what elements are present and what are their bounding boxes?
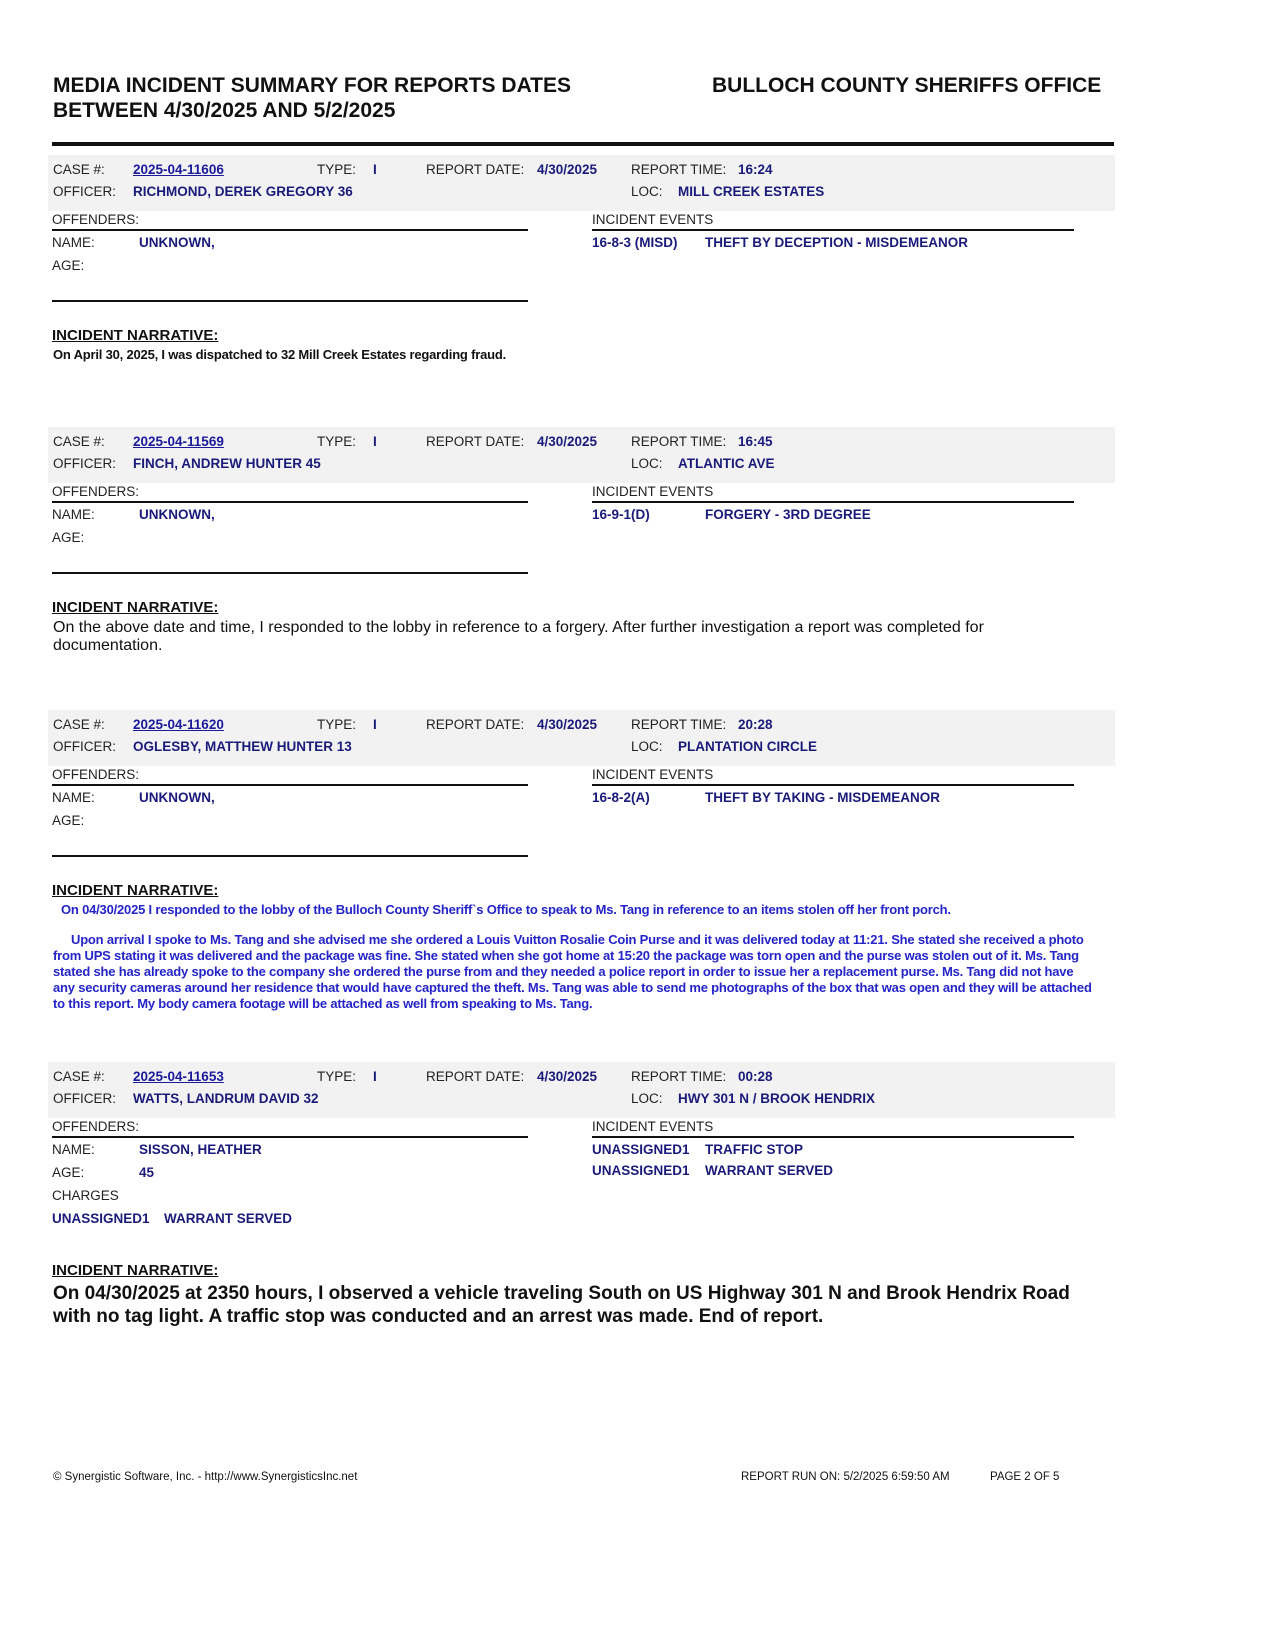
footer-run-on: REPORT RUN ON: 5/2/2025 6:59:50 AM — [741, 1471, 950, 1483]
case-number-link[interactable]: 2025-04-11620 — [133, 717, 224, 732]
loc-label: LOC: — [631, 184, 663, 199]
event-description: THEFT BY DECEPTION - MISDEMEANOR — [705, 235, 969, 250]
narrative-paragraph: On April 30, 2025, I was dispatched to 32 Mill Creek Estates regarding fraud. — [53, 347, 506, 362]
event-code: UNASSIGNED1 — [592, 1163, 690, 1178]
offenders-bottom-rule — [52, 300, 528, 302]
age-label: AGE: — [52, 258, 85, 273]
loc-value: PLANTATION CIRCLE — [678, 739, 817, 754]
report-time-value: 16:45 — [738, 434, 773, 449]
report-date-label: REPORT DATE: — [426, 1069, 525, 1084]
type-value: I — [373, 162, 377, 177]
incident-events-label: INCIDENT EVENTS — [592, 1119, 714, 1134]
incident-events-label: INCIDENT EVENTS — [592, 484, 714, 499]
offenders-bottom-rule — [52, 572, 528, 574]
events-underline — [592, 784, 1074, 786]
offender-name: UNKNOWN, — [139, 790, 215, 805]
offenders-label: OFFENDERS: — [52, 212, 140, 227]
narrative-heading: INCIDENT NARRATIVE: — [52, 882, 219, 899]
event-code: UNASSIGNED1 — [592, 1142, 690, 1157]
case-gap — [0, 669, 1275, 683]
offenders-underline — [52, 1136, 528, 1138]
event-code: 16-8-3 (MISD) — [592, 235, 678, 250]
title-line-1: MEDIA INCIDENT SUMMARY FOR REPORTS DATES — [53, 74, 572, 97]
offenders-label: OFFENDERS: — [52, 767, 140, 782]
loc-value: MILL CREEK ESTATES — [678, 184, 825, 199]
type-label: TYPE: — [317, 1069, 357, 1084]
report-time-value: 00:28 — [738, 1069, 773, 1084]
type-label: TYPE: — [317, 162, 357, 177]
event-description: WARRANT SERVED — [705, 1163, 834, 1178]
title-line-2: BETWEEN 4/30/2025 AND 5/2/2025 — [53, 99, 396, 122]
narrative-heading: INCIDENT NARRATIVE: — [52, 327, 219, 344]
narrative-heading: INCIDENT NARRATIVE: — [52, 1262, 219, 1279]
loc-label: LOC: — [631, 739, 663, 754]
narrative-paragraph: On 04/30/2025 I responded to the lobby of the Bulloch County Sheriff`s Office to speak to Ms. Tang in reference to an items stolen off her front porch. — [61, 902, 951, 917]
agency-name: BULLOCH COUNTY SHERIFFS OFFICE — [712, 74, 1102, 97]
officer-label: OFFICER: — [53, 456, 116, 471]
type-label: TYPE: — [317, 717, 357, 732]
offenders-bottom-rule — [52, 855, 528, 857]
case-list — [0, 155, 1275, 1356]
report-date-value: 4/30/2025 — [537, 717, 598, 732]
loc-value: HWY 301 N / BROOK HENDRIX — [678, 1091, 876, 1106]
officer-value: RICHMOND, DEREK GREGORY 36 — [133, 184, 353, 199]
name-label: NAME: — [52, 1142, 95, 1157]
case-record — [0, 710, 1275, 1062]
type-value: I — [373, 1069, 377, 1084]
case-gap — [0, 1342, 1275, 1356]
case-number-link[interactable]: 2025-04-11653 — [133, 1069, 224, 1084]
type-label: TYPE: — [317, 434, 357, 449]
officer-value: OGLESBY, MATTHEW HUNTER 13 — [133, 739, 352, 754]
officer-label: OFFICER: — [53, 1091, 116, 1106]
type-value: I — [373, 434, 377, 449]
event-description: THEFT BY TAKING - MISDEMEANOR — [705, 790, 940, 805]
event-description: TRAFFIC STOP — [705, 1142, 804, 1157]
case-record — [0, 155, 1275, 427]
name-label: NAME: — [52, 235, 95, 250]
report-time-label: REPORT TIME: — [631, 1069, 727, 1084]
footer-copyright: © Synergistic Software, Inc. - http://www.SynergisticsInc.net — [53, 1471, 358, 1483]
case-number-link[interactable]: 2025-04-11606 — [133, 162, 224, 177]
case-label: CASE #: — [53, 162, 105, 177]
report-time-value: 16:24 — [738, 162, 773, 177]
event-code: 16-9-1(D) — [592, 507, 650, 522]
events-underline — [592, 1136, 1074, 1138]
offenders-underline — [52, 784, 528, 786]
offender-age: 45 — [139, 1165, 155, 1180]
offenders-label: OFFENDERS: — [52, 484, 140, 499]
narrative-heading: INCIDENT NARRATIVE: — [52, 599, 219, 616]
report-time-label: REPORT TIME: — [631, 717, 727, 732]
incident-events-label: INCIDENT EVENTS — [592, 212, 714, 227]
charge-description: WARRANT SERVED — [164, 1211, 293, 1226]
loc-label: LOC: — [631, 456, 663, 471]
report-time-label: REPORT TIME: — [631, 162, 727, 177]
footer-page: PAGE 2 OF 5 — [990, 1471, 1060, 1483]
header-divider — [52, 142, 1114, 146]
report-time-value: 20:28 — [738, 717, 773, 732]
officer-value: FINCH, ANDREW HUNTER 45 — [133, 456, 321, 471]
narrative-paragraph: On 04/30/2025 at 2350 hours, I observed a vehicle traveling South on US Highway 301 N and Brook Hendrix Road with no tag light. A traffic stop was conducted and an arrest was made. End of report. — [53, 1283, 1070, 1327]
loc-value: ATLANTIC AVE — [678, 456, 775, 471]
report-date-value: 4/30/2025 — [537, 162, 598, 177]
case-label: CASE #: — [53, 434, 105, 449]
case-record — [0, 1062, 1275, 1356]
events-underline — [592, 229, 1074, 231]
report-date-value: 4/30/2025 — [537, 434, 598, 449]
case-label: CASE #: — [53, 1069, 105, 1084]
officer-label: OFFICER: — [53, 739, 116, 754]
case-gap — [0, 1026, 1275, 1040]
case-label: CASE #: — [53, 717, 105, 732]
officer-label: OFFICER: — [53, 184, 116, 199]
offender-name: UNKNOWN, — [139, 235, 215, 250]
age-label: AGE: — [52, 530, 85, 545]
report-title — [53, 73, 571, 123]
charge-code: UNASSIGNED1 — [52, 1211, 150, 1226]
offenders-underline — [52, 229, 528, 231]
name-label: NAME: — [52, 790, 95, 805]
report-date-label: REPORT DATE: — [426, 434, 525, 449]
age-label: AGE: — [52, 813, 85, 828]
events-underline — [592, 501, 1074, 503]
event-description: FORGERY - 3RD DEGREE — [705, 507, 871, 522]
age-label: AGE: — [52, 1165, 85, 1180]
loc-label: LOC: — [631, 1091, 663, 1106]
offenders-underline — [52, 501, 528, 503]
case-number-link[interactable]: 2025-04-11569 — [133, 434, 224, 449]
report-time-label: REPORT TIME: — [631, 434, 727, 449]
officer-value: WATTS, LANDRUM DAVID 32 — [133, 1091, 319, 1106]
narrative-paragraph: Upon arrival I spoke to Ms. Tang and she advised me she ordered a Louis Vuitton Rosalie Coin Purse and it was delivered today at 11:21. She stated she received a photo from UPS stating it was delivered and the package was fine. She stated when she got home at 15:20 the package was torn open and the purse was stolen out of it. Ms. Tang stated she has already spoke to the company she ordered the purse from and they needed a police report in order to issue her a replacement purse. Ms. Tang did not have any security cameras around her residence that would have captured the theft. Ms. Tang was able to send me photographs of the box that was open and they will be attached to this report. My body camera footage will be attached as well from speaking to Ms. Tang. — [53, 932, 1092, 1011]
report-date-value: 4/30/2025 — [537, 1069, 598, 1084]
event-code: 16-8-2(A) — [592, 790, 650, 805]
offender-name: UNKNOWN, — [139, 507, 215, 522]
case-gap — [0, 377, 1275, 391]
case-record — [0, 427, 1275, 710]
name-label: NAME: — [52, 507, 95, 522]
report-date-label: REPORT DATE: — [426, 162, 525, 177]
offender-name: SISSON, HEATHER — [139, 1142, 262, 1157]
type-value: I — [373, 717, 377, 732]
charges-label: CHARGES — [52, 1188, 119, 1203]
narrative-paragraph: On the above date and time, I responded to the lobby in reference to a forgery. After further investigation a report was completed for documentation. — [53, 619, 984, 654]
incident-events-label: INCIDENT EVENTS — [592, 767, 714, 782]
offenders-label: OFFENDERS: — [52, 1119, 140, 1134]
report-date-label: REPORT DATE: — [426, 717, 525, 732]
